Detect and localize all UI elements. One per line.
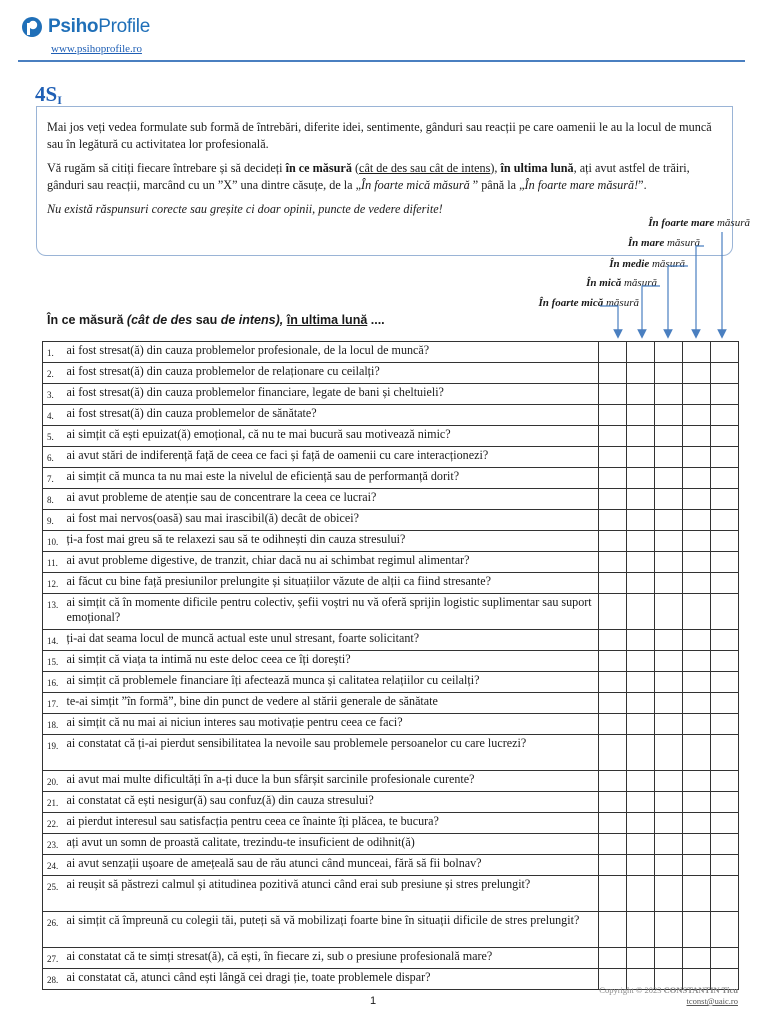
answer-box[interactable] <box>627 771 655 792</box>
item-text: ai avut mai multe dificultăți în a-ți duce la bun sfârșit sarcinile profesionale curente? <box>63 771 599 792</box>
item-number: 5. <box>43 426 63 447</box>
answer-box[interactable] <box>683 771 711 792</box>
answer-box[interactable] <box>599 813 627 834</box>
answer-box[interactable] <box>599 573 627 594</box>
item-text: ți-ai dat seama locul de muncă actual este unul stresant, foarte solicitant? <box>63 630 599 651</box>
table-row <box>43 447 739 468</box>
table-row <box>43 813 739 834</box>
answer-box[interactable] <box>655 630 683 651</box>
answer-box[interactable] <box>599 468 627 489</box>
answer-box[interactable] <box>683 672 711 693</box>
item-number: 28. <box>43 969 63 990</box>
footer-copyright: Copyright © 2023 CONSTANTIN Ticu <box>599 985 738 995</box>
answer-box[interactable] <box>683 876 711 912</box>
answer-box[interactable] <box>627 693 655 714</box>
item-number: 1. <box>43 342 63 363</box>
answer-box[interactable] <box>655 594 683 630</box>
answer-box[interactable] <box>599 342 627 363</box>
answer-box[interactable] <box>711 405 739 426</box>
answer-box[interactable] <box>711 630 739 651</box>
item-text: ai constatat că te simți stresat(ă), că ești, în fiecare zi, sub o presiune profesională mare? <box>63 948 599 969</box>
answer-box[interactable] <box>683 813 711 834</box>
answer-box[interactable] <box>599 792 627 813</box>
item-number: 18. <box>43 714 63 735</box>
answer-box[interactable] <box>683 342 711 363</box>
answer-box[interactable] <box>683 531 711 552</box>
answer-box[interactable] <box>711 948 739 969</box>
item-text: ai fost stresat(ă) din cauza problemelor de sănătate? <box>63 405 599 426</box>
answer-box[interactable] <box>655 384 683 405</box>
page-number: 1 <box>370 995 377 1007</box>
answer-box[interactable] <box>683 693 711 714</box>
item-text: ai pierdut interesul sau satisfacția pentru ceea ce înainte îți plăcea, te bucura? <box>63 813 599 834</box>
site-link[interactable]: www.psihoprofile.ro <box>51 43 142 55</box>
answer-box[interactable] <box>655 948 683 969</box>
answer-box[interactable] <box>627 384 655 405</box>
item-number: 22. <box>43 813 63 834</box>
answer-box[interactable] <box>627 714 655 735</box>
answer-box[interactable] <box>627 552 655 573</box>
table-row <box>43 672 739 693</box>
table-row <box>43 792 739 813</box>
item-text: ai fost stresat(ă) din cauza problemelor de relaționare cu ceilalți? <box>63 363 599 384</box>
item-number: 21. <box>43 792 63 813</box>
question-heading: În ce măsură (cât de des sau de intens), în ultima lună .... <box>47 313 385 327</box>
item-number: 7. <box>43 468 63 489</box>
item-number: 11. <box>43 552 63 573</box>
answer-box[interactable] <box>627 489 655 510</box>
table-row <box>43 363 739 384</box>
scale-label-large: În mare măsură <box>627 237 700 249</box>
item-number: 13. <box>43 594 63 630</box>
answer-box[interactable] <box>655 912 683 948</box>
answer-box[interactable] <box>599 693 627 714</box>
item-text: ai făcut cu bine față presiunilor prelungite și situațiilor văzute de alții ca fiind stresante? <box>63 573 599 594</box>
answer-box[interactable] <box>599 876 627 912</box>
answer-box[interactable] <box>711 489 739 510</box>
answer-box[interactable] <box>655 876 683 912</box>
answer-box[interactable] <box>711 714 739 735</box>
answer-box[interactable] <box>683 594 711 630</box>
answer-box[interactable] <box>683 447 711 468</box>
item-text: ai avut stări de indiferență față de ceea ce faci și față de oamenii cu care interacționezi? <box>63 447 599 468</box>
answer-box[interactable] <box>599 735 627 771</box>
answer-box[interactable] <box>655 672 683 693</box>
answer-box[interactable] <box>711 855 739 876</box>
answer-box[interactable] <box>627 630 655 651</box>
answer-box[interactable] <box>711 468 739 489</box>
item-number: 24. <box>43 855 63 876</box>
instructions-paragraph-1: Mai jos veți vedea formulate sub formă de întrebări, diferite idei, sentimente, gânduri sau reacții pe care oamenii le au la locul de muncă sau în legătură cu activitatea lor profesională. <box>47 120 712 151</box>
item-text: ai fost stresat(ă) din cauza problemelor profesionale, de la locul de muncă? <box>63 342 599 363</box>
item-number: 19. <box>43 735 63 771</box>
item-text: ai simțit că problemele financiare îți afectează munca și calitatea relațiilor cu ceilalți? <box>63 672 599 693</box>
answer-box[interactable] <box>599 510 627 531</box>
header-divider <box>18 60 745 62</box>
table-row <box>43 948 739 969</box>
table-row <box>43 468 739 489</box>
table-row <box>43 594 739 630</box>
answer-box[interactable] <box>683 855 711 876</box>
item-text: ai constatat că ești nesigur(ă) sau confuz(ă) din cauza stresului? <box>63 792 599 813</box>
answer-box[interactable] <box>627 912 655 948</box>
table-row <box>43 405 739 426</box>
answer-box[interactable] <box>683 948 711 969</box>
answer-box[interactable] <box>655 510 683 531</box>
item-number: 9. <box>43 510 63 531</box>
answer-box[interactable] <box>683 573 711 594</box>
item-text: ai simțit că ești epuizat(ă) emoțional, că nu te mai bucură sau motivează nimic? <box>63 426 599 447</box>
instructions-paragraph-2: Vă rugăm să citiți fiecare întrebare și să decideți în ce măsură (cât de des sau cât de intens), în ultima lună, ați avut astfel de trăiri, gânduri sau reacții, marcând cu un ”X” una dintre căsuțe, de la „În foarte mică măsură ” până la „În foarte mare măsură!”. <box>47 161 690 192</box>
item-text: ai fost mai nervos(oasă) sau mai irascibil(ă) decât de obicei? <box>63 510 599 531</box>
answer-box[interactable] <box>683 384 711 405</box>
answer-box[interactable] <box>655 693 683 714</box>
item-text: te-ai simțit ”în formă”, bine din punct de vedere al stării generale de sănătate <box>63 693 599 714</box>
answer-box[interactable] <box>599 447 627 468</box>
scale-label-very-large: În foarte mare măsură <box>648 217 750 229</box>
answer-box[interactable] <box>627 876 655 912</box>
answer-box[interactable] <box>711 735 739 771</box>
answer-box[interactable] <box>627 792 655 813</box>
answer-box[interactable] <box>711 912 739 948</box>
answer-box[interactable] <box>627 813 655 834</box>
answer-box[interactable] <box>711 651 739 672</box>
answer-box[interactable] <box>599 426 627 447</box>
answer-box[interactable] <box>711 792 739 813</box>
psihoprofile-logo-icon <box>20 15 44 39</box>
item-number: 26. <box>43 912 63 948</box>
item-number: 8. <box>43 489 63 510</box>
answer-box[interactable] <box>627 735 655 771</box>
arrow-very-small <box>600 306 618 334</box>
answer-box[interactable] <box>627 672 655 693</box>
table-row <box>43 714 739 735</box>
item-number: 6. <box>43 447 63 468</box>
answer-box[interactable] <box>627 363 655 384</box>
item-number: 12. <box>43 573 63 594</box>
answer-box[interactable] <box>711 363 739 384</box>
table-row <box>43 531 739 552</box>
answer-box[interactable] <box>655 792 683 813</box>
answer-box[interactable] <box>599 834 627 855</box>
answer-box[interactable] <box>627 594 655 630</box>
answer-box[interactable] <box>683 735 711 771</box>
item-number: 10. <box>43 531 63 552</box>
answer-box[interactable] <box>627 531 655 552</box>
answer-box[interactable] <box>599 405 627 426</box>
answer-box[interactable] <box>711 813 739 834</box>
answer-box[interactable] <box>599 384 627 405</box>
table-row <box>43 912 739 948</box>
scale-label-medium: În medie măsură <box>609 258 685 270</box>
item-text: ai avut senzații ușoare de amețeală sau de rău atunci când munceai, fără să fii bolnav? <box>63 855 599 876</box>
answer-box[interactable] <box>599 363 627 384</box>
item-number: 2. <box>43 363 63 384</box>
item-text: ai constatat că, atunci când ești lângă cei dragi ție, toate problemele dispar? <box>63 969 599 990</box>
answer-box[interactable] <box>711 876 739 912</box>
answer-box[interactable] <box>683 405 711 426</box>
item-number: 27. <box>43 948 63 969</box>
answer-box[interactable] <box>599 948 627 969</box>
answer-box[interactable] <box>599 714 627 735</box>
answer-box[interactable] <box>627 426 655 447</box>
answer-box[interactable] <box>711 573 739 594</box>
table-row <box>43 573 739 594</box>
table-row <box>43 426 739 447</box>
answer-box[interactable] <box>683 510 711 531</box>
questionnaire-table <box>42 341 739 990</box>
answer-box[interactable] <box>599 531 627 552</box>
answer-box[interactable] <box>711 594 739 630</box>
item-text: ai simțit că împreună cu colegii tăi, puteți să vă mobilizați foarte bine în situații dificile de stres prelungit? <box>63 912 599 948</box>
table-row <box>43 630 739 651</box>
answer-box[interactable] <box>599 489 627 510</box>
answer-box[interactable] <box>683 714 711 735</box>
footer-email[interactable]: tconst@uaic.ro <box>686 996 738 1006</box>
item-number: 15. <box>43 651 63 672</box>
answer-box[interactable] <box>655 552 683 573</box>
item-number: 14. <box>43 630 63 651</box>
instructions-note: Nu există răspunsuri corecte sau greșite ci doar opinii, puncte de vedere diferite! <box>47 202 443 216</box>
answer-box[interactable] <box>599 552 627 573</box>
answer-box[interactable] <box>627 651 655 672</box>
table-row <box>43 489 739 510</box>
item-text: ți-a fost mai greu să te relaxezi sau să te odihnești din cauza stresului? <box>63 531 599 552</box>
answer-box[interactable] <box>711 447 739 468</box>
item-text: ai fost stresat(ă) din cauza problemelor financiare, legate de bani și cheltuieli? <box>63 384 599 405</box>
answer-box[interactable] <box>711 384 739 405</box>
item-number: 20. <box>43 771 63 792</box>
item-number: 4. <box>43 405 63 426</box>
answer-box[interactable] <box>683 363 711 384</box>
logo-text: PsihoProfile <box>48 16 150 37</box>
scale-label-very-small: În foarte mică măsură <box>538 297 639 309</box>
answer-box[interactable] <box>655 531 683 552</box>
answer-box[interactable] <box>655 813 683 834</box>
answer-box[interactable] <box>683 912 711 948</box>
answer-box[interactable] <box>599 630 627 651</box>
answer-box[interactable] <box>627 510 655 531</box>
answer-box[interactable] <box>711 426 739 447</box>
answer-box[interactable] <box>711 834 739 855</box>
answer-box[interactable] <box>599 855 627 876</box>
answer-box[interactable] <box>655 342 683 363</box>
answer-box[interactable] <box>655 573 683 594</box>
answer-box[interactable] <box>711 693 739 714</box>
arrow-small <box>642 286 660 334</box>
answer-box[interactable] <box>627 342 655 363</box>
table-row <box>43 552 739 573</box>
answer-box[interactable] <box>655 447 683 468</box>
table-row <box>43 771 739 792</box>
answer-box[interactable] <box>655 714 683 735</box>
answer-box[interactable] <box>627 447 655 468</box>
item-number: 23. <box>43 834 63 855</box>
answer-box[interactable] <box>711 771 739 792</box>
answer-box[interactable] <box>627 468 655 489</box>
arrow-medium <box>668 266 688 334</box>
answer-box[interactable] <box>655 735 683 771</box>
answer-box[interactable] <box>711 510 739 531</box>
answer-box[interactable] <box>627 855 655 876</box>
arrow-large <box>696 246 704 334</box>
answer-box[interactable] <box>683 468 711 489</box>
table-row <box>43 342 739 363</box>
answer-box[interactable] <box>599 594 627 630</box>
item-text: ai simțit că viața ta intimă nu este deloc ceea ce îți dorești? <box>63 651 599 672</box>
item-text: ai simțit că munca ta nu mai este la nivelul de eficiență sau de performanță dorit? <box>63 468 599 489</box>
item-text: ai simțit că în momente dificile pentru colectiv, șefii voștri nu vă oferă sprijin logistic suplimentar sau suport emoțional? <box>63 594 599 630</box>
answer-box[interactable] <box>683 489 711 510</box>
answer-box[interactable] <box>655 855 683 876</box>
answer-box[interactable] <box>683 552 711 573</box>
answer-box[interactable] <box>627 573 655 594</box>
answer-box[interactable] <box>655 363 683 384</box>
answer-box[interactable] <box>599 651 627 672</box>
answer-box[interactable] <box>627 948 655 969</box>
table-row <box>43 510 739 531</box>
answer-box[interactable] <box>655 468 683 489</box>
item-text: ai avut probleme de atenție sau de concentrare la ceea ce lucrai? <box>63 489 599 510</box>
answer-box[interactable] <box>627 405 655 426</box>
answer-box[interactable] <box>627 834 655 855</box>
answer-box[interactable] <box>683 834 711 855</box>
answer-box[interactable] <box>711 672 739 693</box>
answer-box[interactable] <box>655 834 683 855</box>
answer-box[interactable] <box>711 552 739 573</box>
answer-box[interactable] <box>655 426 683 447</box>
logo <box>20 14 150 40</box>
table-row <box>43 693 739 714</box>
table-row <box>43 384 739 405</box>
instructions-box <box>36 106 733 256</box>
table-row <box>43 834 739 855</box>
answer-box[interactable] <box>683 630 711 651</box>
item-number: 16. <box>43 672 63 693</box>
table-row <box>43 651 739 672</box>
answer-box[interactable] <box>711 531 739 552</box>
answer-box[interactable] <box>599 672 627 693</box>
answer-box[interactable] <box>683 426 711 447</box>
answer-box[interactable] <box>683 651 711 672</box>
answer-box[interactable] <box>599 771 627 792</box>
answer-box[interactable] <box>599 912 627 948</box>
item-text: ai reușit să păstrezi calmul și atitudinea pozitivă atunci când erai sub presiune și stres prelungit? <box>63 876 599 912</box>
answer-box[interactable] <box>711 342 739 363</box>
table-row <box>43 876 739 912</box>
answer-box[interactable] <box>655 651 683 672</box>
table-row <box>43 735 739 771</box>
item-number: 17. <box>43 693 63 714</box>
item-text: ați avut un somn de proastă calitate, trezindu-te insuficient de odihnit(ă) <box>63 834 599 855</box>
item-text: ai constatat că ți-ai pierdut sensibilitatea la nevoile sau problemele persoanelor cu care lucrezi? <box>63 735 599 771</box>
test-title: $4S_I$ <box>35 82 62 107</box>
answer-box[interactable] <box>655 771 683 792</box>
scale-label-small: În mică măsură <box>586 277 657 289</box>
item-number: 25. <box>43 876 63 912</box>
item-text: ai simțit că nu mai ai niciun interes sau motivație pentru ceea ce faci? <box>63 714 599 735</box>
answer-box[interactable] <box>655 405 683 426</box>
item-number: 3. <box>43 384 63 405</box>
answer-box[interactable] <box>683 792 711 813</box>
item-text: ai avut probleme digestive, de tranzit, chiar dacă nu ai schimbat regimul alimentar? <box>63 552 599 573</box>
table-row <box>43 855 739 876</box>
answer-box[interactable] <box>655 489 683 510</box>
